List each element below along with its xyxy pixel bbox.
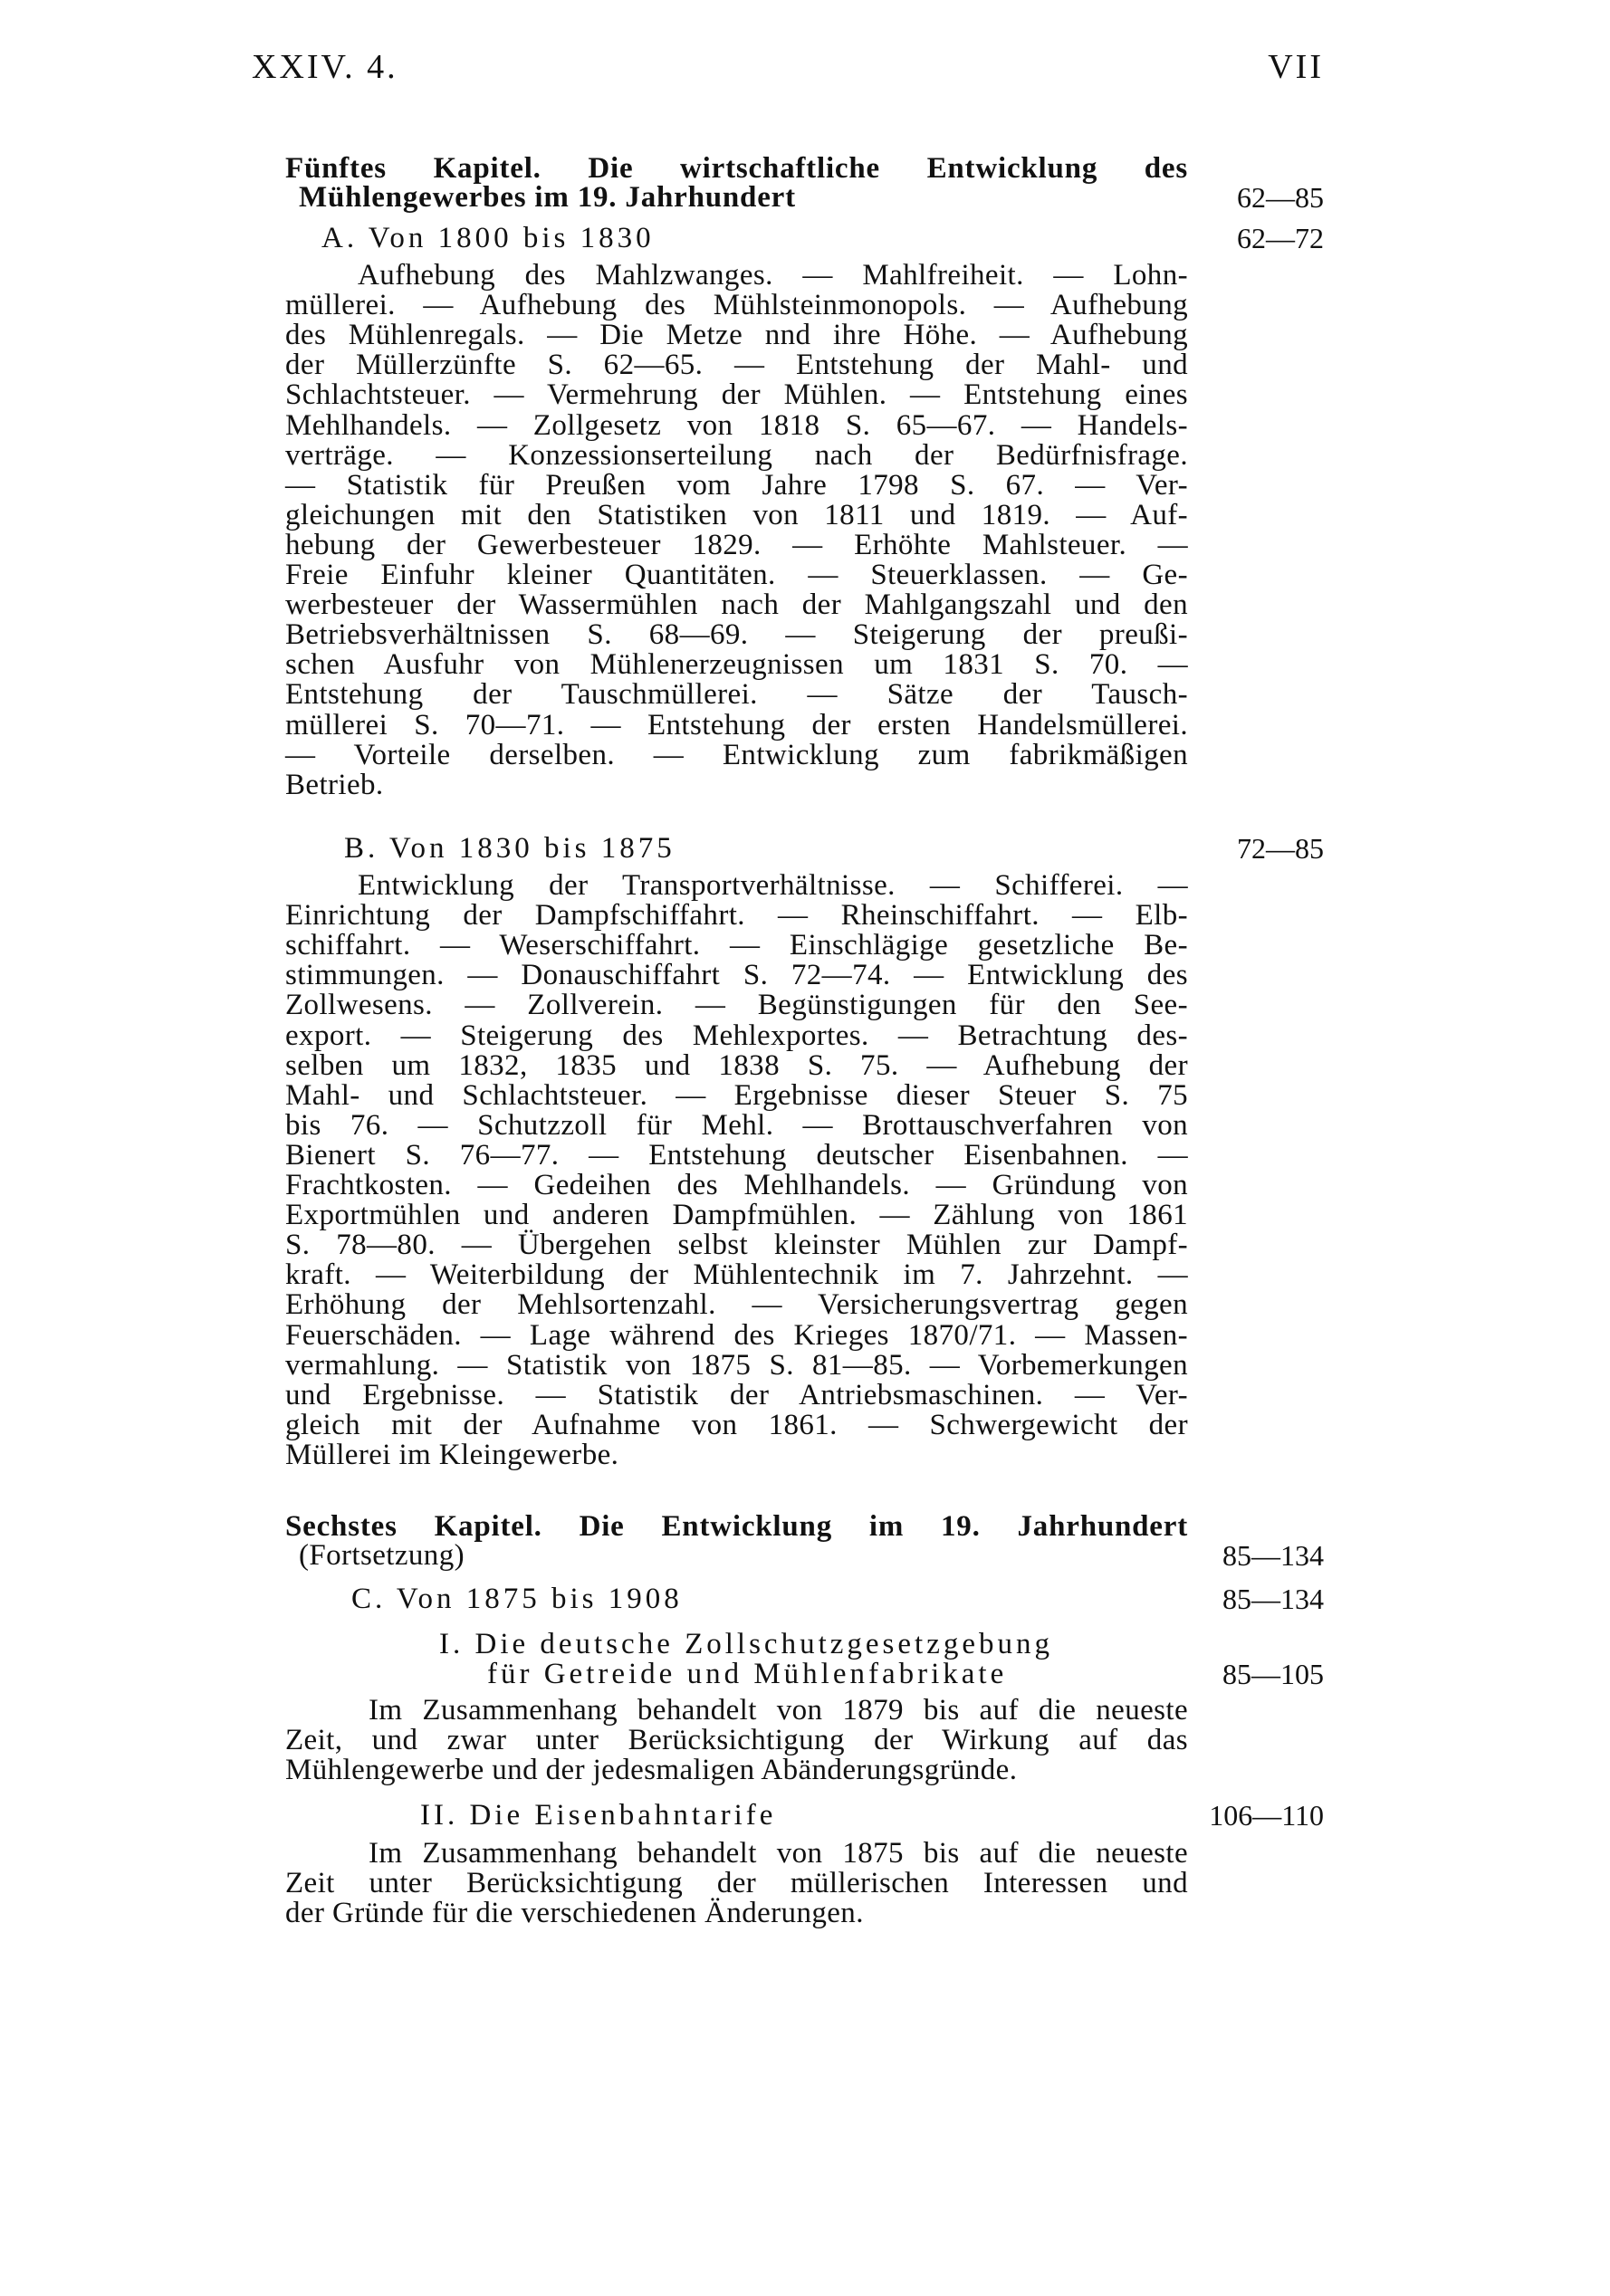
summary-line: vermahlung. — Statistik von 1875 S. 81—85. — Vorbemerkungen — [285, 1348, 1188, 1382]
summary-line: schiffahrt. — Weserschiffahrt. — Einschlägige gesetzliche Be- — [285, 929, 1188, 962]
summary-line: Zollwesens. — Zollverein. — Begünstigungen für den See- — [285, 989, 1188, 1022]
sub1-pages: 85—105 — [1222, 1658, 1324, 1690]
summary-line: Mahl- und Schlachtsteuer. — Ergebnisse dieser Steuer S. 75 — [285, 1078, 1188, 1112]
summary-line: Mehlhandels. — Zollgesetz von 1818 S. 65—67. — Handels- — [285, 408, 1188, 442]
chapter6-title-line1: Sechstes Kapitel. Die Entwicklung im 19. Jahrhundert — [285, 1510, 1188, 1543]
summary-line: Erhöhung der Mehlsortenzahl. — Versicherungsvertrag gegen — [285, 1288, 1188, 1322]
summary-line: Im Zusammenhang behandelt von 1879 bis auf die neueste — [369, 1694, 1188, 1727]
summary-line: verträge. — Konzessionserteilung nach der Bedürfnisfrage. — [285, 438, 1188, 472]
sectionB-pages: 72—85 — [1237, 832, 1324, 865]
sub2-heading: II. Die Eisenbahntarife — [420, 1799, 777, 1832]
sectionC-pages: 85—134 — [1222, 1583, 1324, 1615]
page-number-roman: VII — [1268, 48, 1324, 86]
sub1-heading-line1: I. Die deutsche Zollschutzgesetzgebung — [439, 1628, 1053, 1660]
summary-line: S. 78—80. — Übergehen selbst kleinster Mühlen zur Dampf- — [285, 1229, 1188, 1262]
summary-line: — Statistik für Preußen vom Jahre 1798 S. 67. — Ver- — [285, 468, 1188, 502]
chapter5-title-line1: Fünftes Kapitel. Die wirtschaftliche Entwicklung des — [285, 152, 1188, 185]
summary-line: der Gründe für die verschiedenen Änderungen. — [285, 1897, 864, 1930]
sub2-pages: 106—110 — [1209, 1799, 1324, 1832]
summary-line: und Ergebnisse. — Statistik der Antriebsmaschinen. — Ver- — [285, 1378, 1188, 1411]
summary-line: Betriebsverhältnissen S. 68—69. — Steigerung der preußi- — [285, 618, 1188, 652]
summary-line: bis 76. — Schutzzoll für Mehl. — Brottauschverfahren von — [285, 1108, 1188, 1142]
summary-line: Freie Einfuhr kleiner Quantitäten. — Steuerklassen. — Ge- — [285, 559, 1188, 591]
summary-line: Im Zusammenhang behandelt von 1875 bis auf die neueste — [369, 1837, 1188, 1870]
summary-line: selben um 1832, 1835 und 1838 S. 75. — Aufhebung der — [285, 1048, 1188, 1082]
summary-line: Zeit unter Berücksichtigung der müllerischen Interessen und — [285, 1867, 1188, 1900]
summary-line: der Müllerzünfte S. 62—65. — Entstehung der Mahl- und — [285, 349, 1188, 382]
sectionA-heading: A. Von 1800 bis 1830 — [321, 222, 655, 254]
summary-line: kraft. — Weiterbildung der Mühlentechnik im 7. Jahrzehnt. — — [285, 1258, 1188, 1292]
summary-line: Zeit, und zwar unter Berücksichtigung der Wirkung auf das — [285, 1724, 1188, 1757]
summary-line: werbesteuer der Wassermühlen nach der Mahlgangszahl und den — [285, 588, 1188, 622]
sectionB-heading: B. Von 1830 bis 1875 — [344, 832, 676, 865]
chapter6-pages: 85—134 — [1222, 1539, 1324, 1572]
summary-line: export. — Steigerung des Mehlexportes. — Betrachtung des- — [285, 1019, 1188, 1052]
summary-line: gleich mit der Aufnahme von 1861. — Schwergewicht der — [285, 1408, 1188, 1441]
summary-line: Entstehung der Tauschmüllerei. — Sätze der Tausch- — [285, 678, 1188, 712]
summary-line: Entwicklung der Transportverhältnisse. — Schifferei. — — [358, 869, 1188, 902]
summary-line: Schlachtsteuer. — Vermehrung der Mühlen. — Entstehung eines — [285, 378, 1188, 412]
summary-line: stimmungen. — Donauschiffahrt S. 72—74. — Entwicklung des — [285, 959, 1188, 992]
summary-line: schen Ausfuhr von Mühlenerzeugnissen um 1831 S. 70. — — [285, 648, 1188, 682]
summary-line: gleichungen mit den Statistiken von 1811 und 1819. — Auf- — [285, 498, 1188, 531]
chapter5-pages: 62—85 — [1237, 181, 1324, 214]
summary-line: — Vorteile derselben. — Entwicklung zum fabrikmäßigen — [285, 738, 1188, 771]
sectionA-pages: 62—72 — [1237, 222, 1324, 254]
summary-line: des Mühlenregals. — Die Metze nnd ihre Höhe. — Aufhebung — [285, 319, 1188, 352]
summary-line: Müllerei im Kleingewerbe. — [285, 1438, 619, 1471]
summary-line: Mühlengewerbe und der jedesmaligen Abänderungsgründe. — [285, 1754, 1018, 1787]
summary-line: Bienert S. 76—77. — Entstehung deutscher Eisenbahnen. — — [285, 1138, 1188, 1172]
chapter5-title-line2: Mühlengewerbes im 19. Jahrhundert — [299, 181, 796, 214]
summary-line: Feuerschäden. — Lage während des Krieges 1870/71. — Massen- — [285, 1318, 1188, 1352]
summary-line: Frachtkosten. — Gedeihen des Mehlhandels. — Gründung von — [285, 1169, 1188, 1201]
summary-line: Exportmühlen und anderen Dampfmühlen. — Zählung von 1861 — [285, 1199, 1188, 1232]
sectionC-heading: C. Von 1875 bis 1908 — [351, 1583, 683, 1615]
summary-line: müllerei. — Aufhebung des Mühlsteinmonopols. — Aufhebung — [285, 289, 1188, 322]
running-head-left: XXIV. 4. — [252, 48, 398, 86]
summary-line: Aufhebung des Mahlzwanges. — Mahlfreiheit. — Lohn- — [358, 259, 1188, 292]
summary-line: hebung der Gewerbesteuer 1829. — Erhöhte Mahlsteuer. — — [285, 528, 1188, 561]
summary-line: Einrichtung der Dampfschiffahrt. — Rheinschiffahrt. — Elb- — [285, 899, 1188, 933]
sub1-heading-line2: für Getreide und Mühlenfabrikate — [487, 1658, 1008, 1690]
summary-line: müllerei S. 70—71. — Entstehung der ersten Handelsmüllerei. — [285, 708, 1188, 741]
summary-line: Betrieb. — [285, 768, 384, 801]
chapter6-title-line2: (Fortsetzung) — [299, 1539, 465, 1572]
